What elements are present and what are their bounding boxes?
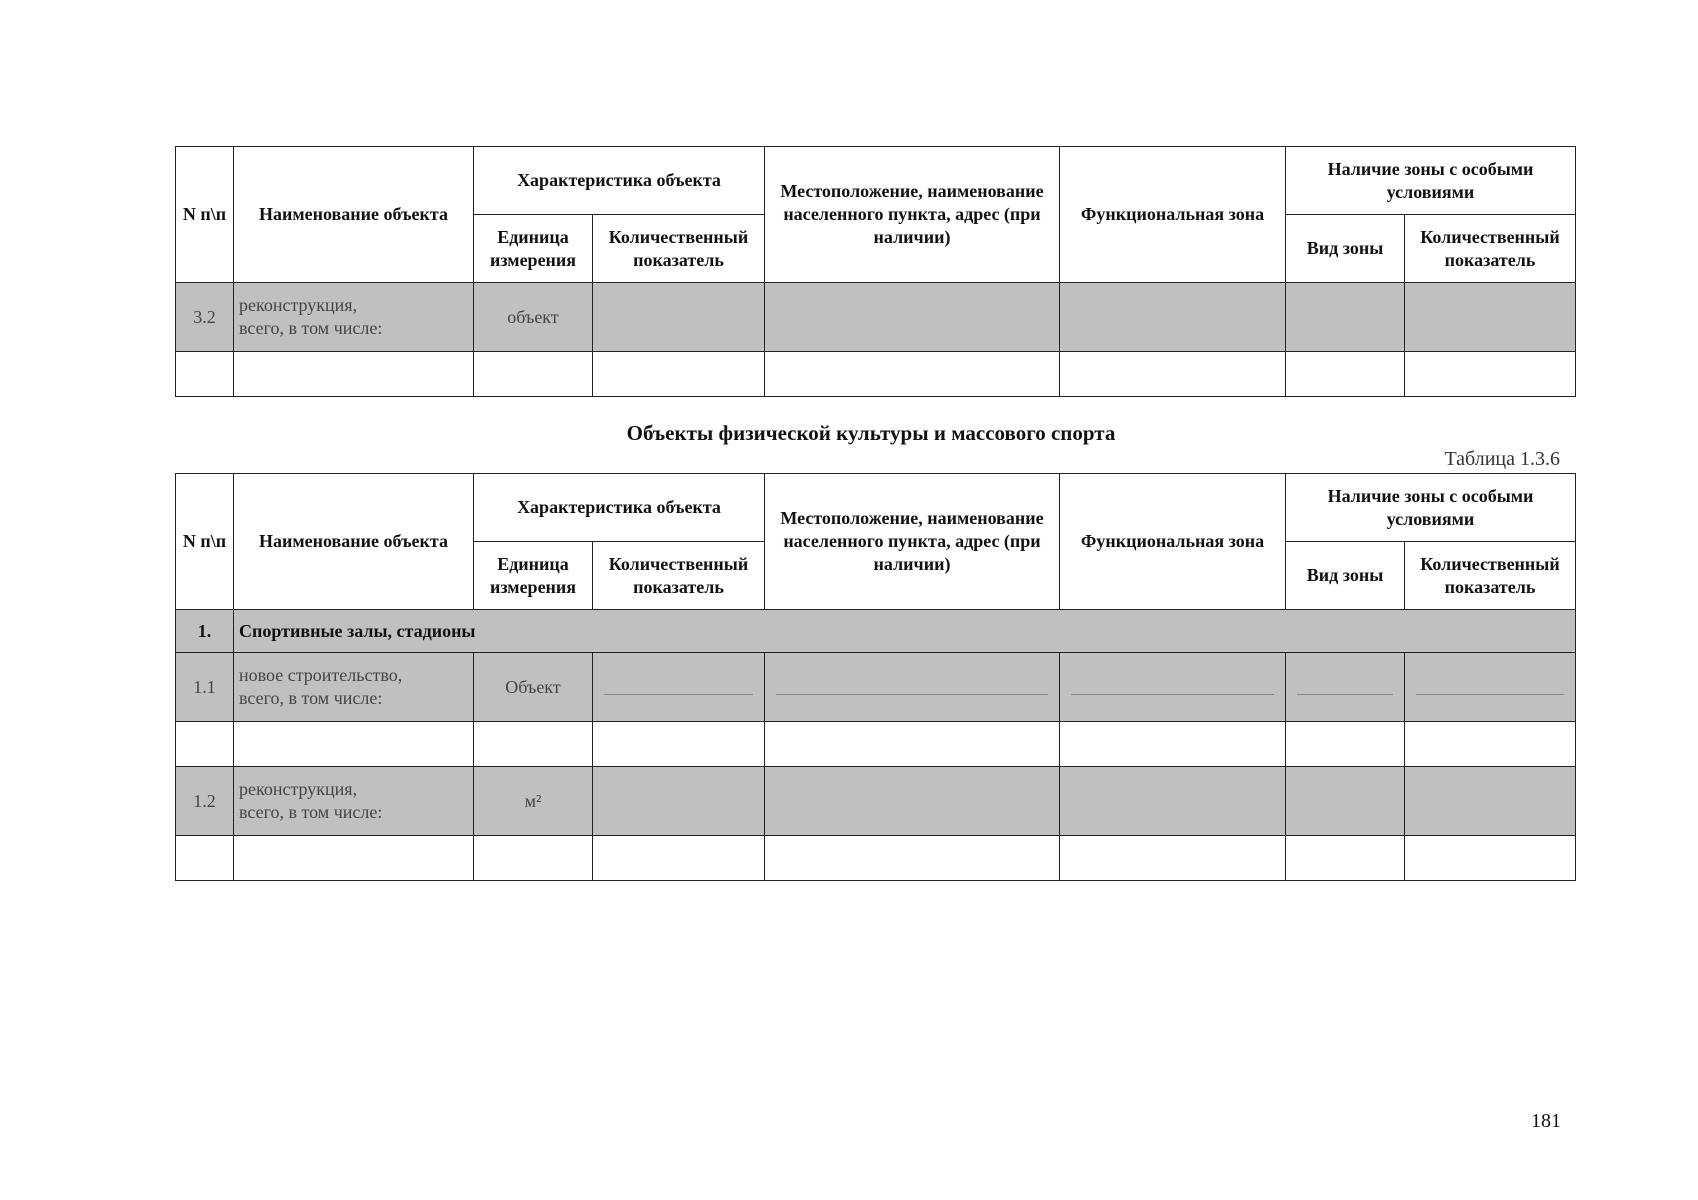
row-quantity-field[interactable] xyxy=(593,767,765,836)
row-unit: объект xyxy=(474,283,593,352)
header-zone-quantity: Количественный показатель xyxy=(1405,542,1576,610)
row-num: 1.1 xyxy=(176,653,234,722)
header-characteristics: Характеристика объекта xyxy=(474,147,765,215)
table-row xyxy=(176,836,1576,881)
empty-cell xyxy=(765,836,1060,881)
empty-cell xyxy=(474,722,593,767)
empty-cell xyxy=(593,352,765,397)
row-location-field[interactable] xyxy=(765,283,1060,352)
empty-cell xyxy=(1286,352,1405,397)
header-name: Наименование объекта xyxy=(234,147,474,283)
row-name: новое строительство, всего, в том числе: xyxy=(234,653,474,722)
empty-cell xyxy=(765,352,1060,397)
header-num: N п\п xyxy=(176,474,234,610)
table-row xyxy=(176,722,1576,767)
row-zone-type-field[interactable] xyxy=(1286,283,1405,352)
header-quantity: Количественный показатель xyxy=(593,215,765,283)
header-zone-quantity: Количественный показатель xyxy=(1405,215,1576,283)
empty-cell xyxy=(234,352,474,397)
row-unit: м² xyxy=(474,767,593,836)
row-location-field[interactable] xyxy=(765,653,1060,722)
header-name: Наименование объекта xyxy=(234,474,474,610)
row-location-field[interactable] xyxy=(765,767,1060,836)
row-name: реконструкция, всего, в том числе: xyxy=(234,767,474,836)
row-zone-quantity-field[interactable] xyxy=(1405,653,1576,722)
empty-cell xyxy=(593,836,765,881)
table-sports-facilities xyxy=(175,473,1576,881)
row-functional-zone-field[interactable] xyxy=(1060,653,1286,722)
row-num: 3.2 xyxy=(176,283,234,352)
empty-cell xyxy=(474,352,593,397)
row-name: реконструкция, всего, в том числе: xyxy=(234,283,474,352)
header-location: Местоположение, наименование населенного пункта, адрес (при наличии) xyxy=(765,147,1060,283)
section-title: Спортивные залы, стадионы xyxy=(234,610,1576,653)
table-number: Таблица 1.3.6 xyxy=(1444,448,1560,470)
table-row xyxy=(176,352,1576,397)
header-location: Местоположение, наименование населенного пункта, адрес (при наличии) xyxy=(765,474,1060,610)
empty-cell xyxy=(176,836,234,881)
empty-cell xyxy=(474,836,593,881)
table-row xyxy=(176,767,1576,836)
empty-cell xyxy=(593,722,765,767)
empty-cell xyxy=(1060,352,1286,397)
row-zone-quantity-field[interactable] xyxy=(1405,283,1576,352)
row-functional-zone-field[interactable] xyxy=(1060,283,1286,352)
row-functional-zone-field[interactable] xyxy=(1060,767,1286,836)
empty-cell xyxy=(765,722,1060,767)
header-zone-type: Вид зоны xyxy=(1286,215,1405,283)
empty-cell xyxy=(1405,352,1576,397)
row-quantity-field[interactable] xyxy=(593,653,765,722)
page-number: 181 xyxy=(1531,1110,1561,1132)
empty-cell xyxy=(1060,722,1286,767)
empty-cell xyxy=(176,352,234,397)
empty-cell xyxy=(1286,722,1405,767)
section-row xyxy=(176,610,1576,653)
row-quantity-field[interactable] xyxy=(593,283,765,352)
header-zone-type: Вид зоны xyxy=(1286,542,1405,610)
empty-cell xyxy=(1405,836,1576,881)
header-characteristics: Характеристика объекта xyxy=(474,474,765,542)
table-row xyxy=(176,283,1576,352)
row-zone-quantity-field[interactable] xyxy=(1405,767,1576,836)
empty-cell xyxy=(1060,836,1286,881)
empty-cell xyxy=(234,722,474,767)
table-row xyxy=(176,653,1576,722)
header-functional-zone: Функциональная зона xyxy=(1060,474,1286,610)
header-num: N п\п xyxy=(176,147,234,283)
header-functional-zone: Функциональная зона xyxy=(1060,147,1286,283)
header-special-zone: Наличие зоны с особыми условиями xyxy=(1286,147,1576,215)
row-zone-type-field[interactable] xyxy=(1286,653,1405,722)
header-special-zone: Наличие зоны с особыми условиями xyxy=(1286,474,1576,542)
row-unit: Объект xyxy=(474,653,593,722)
section-caption: Объекты физической культуры и массового спорта xyxy=(626,421,1116,445)
header-unit: Единица измерения xyxy=(474,542,593,610)
header-quantity: Количественный показатель xyxy=(593,542,765,610)
row-num: 1.2 xyxy=(176,767,234,836)
empty-cell xyxy=(1286,836,1405,881)
header-unit: Единица измерения xyxy=(474,215,593,283)
row-zone-type-field[interactable] xyxy=(1286,767,1405,836)
empty-cell xyxy=(176,722,234,767)
section-num: 1. xyxy=(176,610,234,653)
empty-cell xyxy=(234,836,474,881)
empty-cell xyxy=(1405,722,1576,767)
table-continuation xyxy=(175,146,1576,397)
